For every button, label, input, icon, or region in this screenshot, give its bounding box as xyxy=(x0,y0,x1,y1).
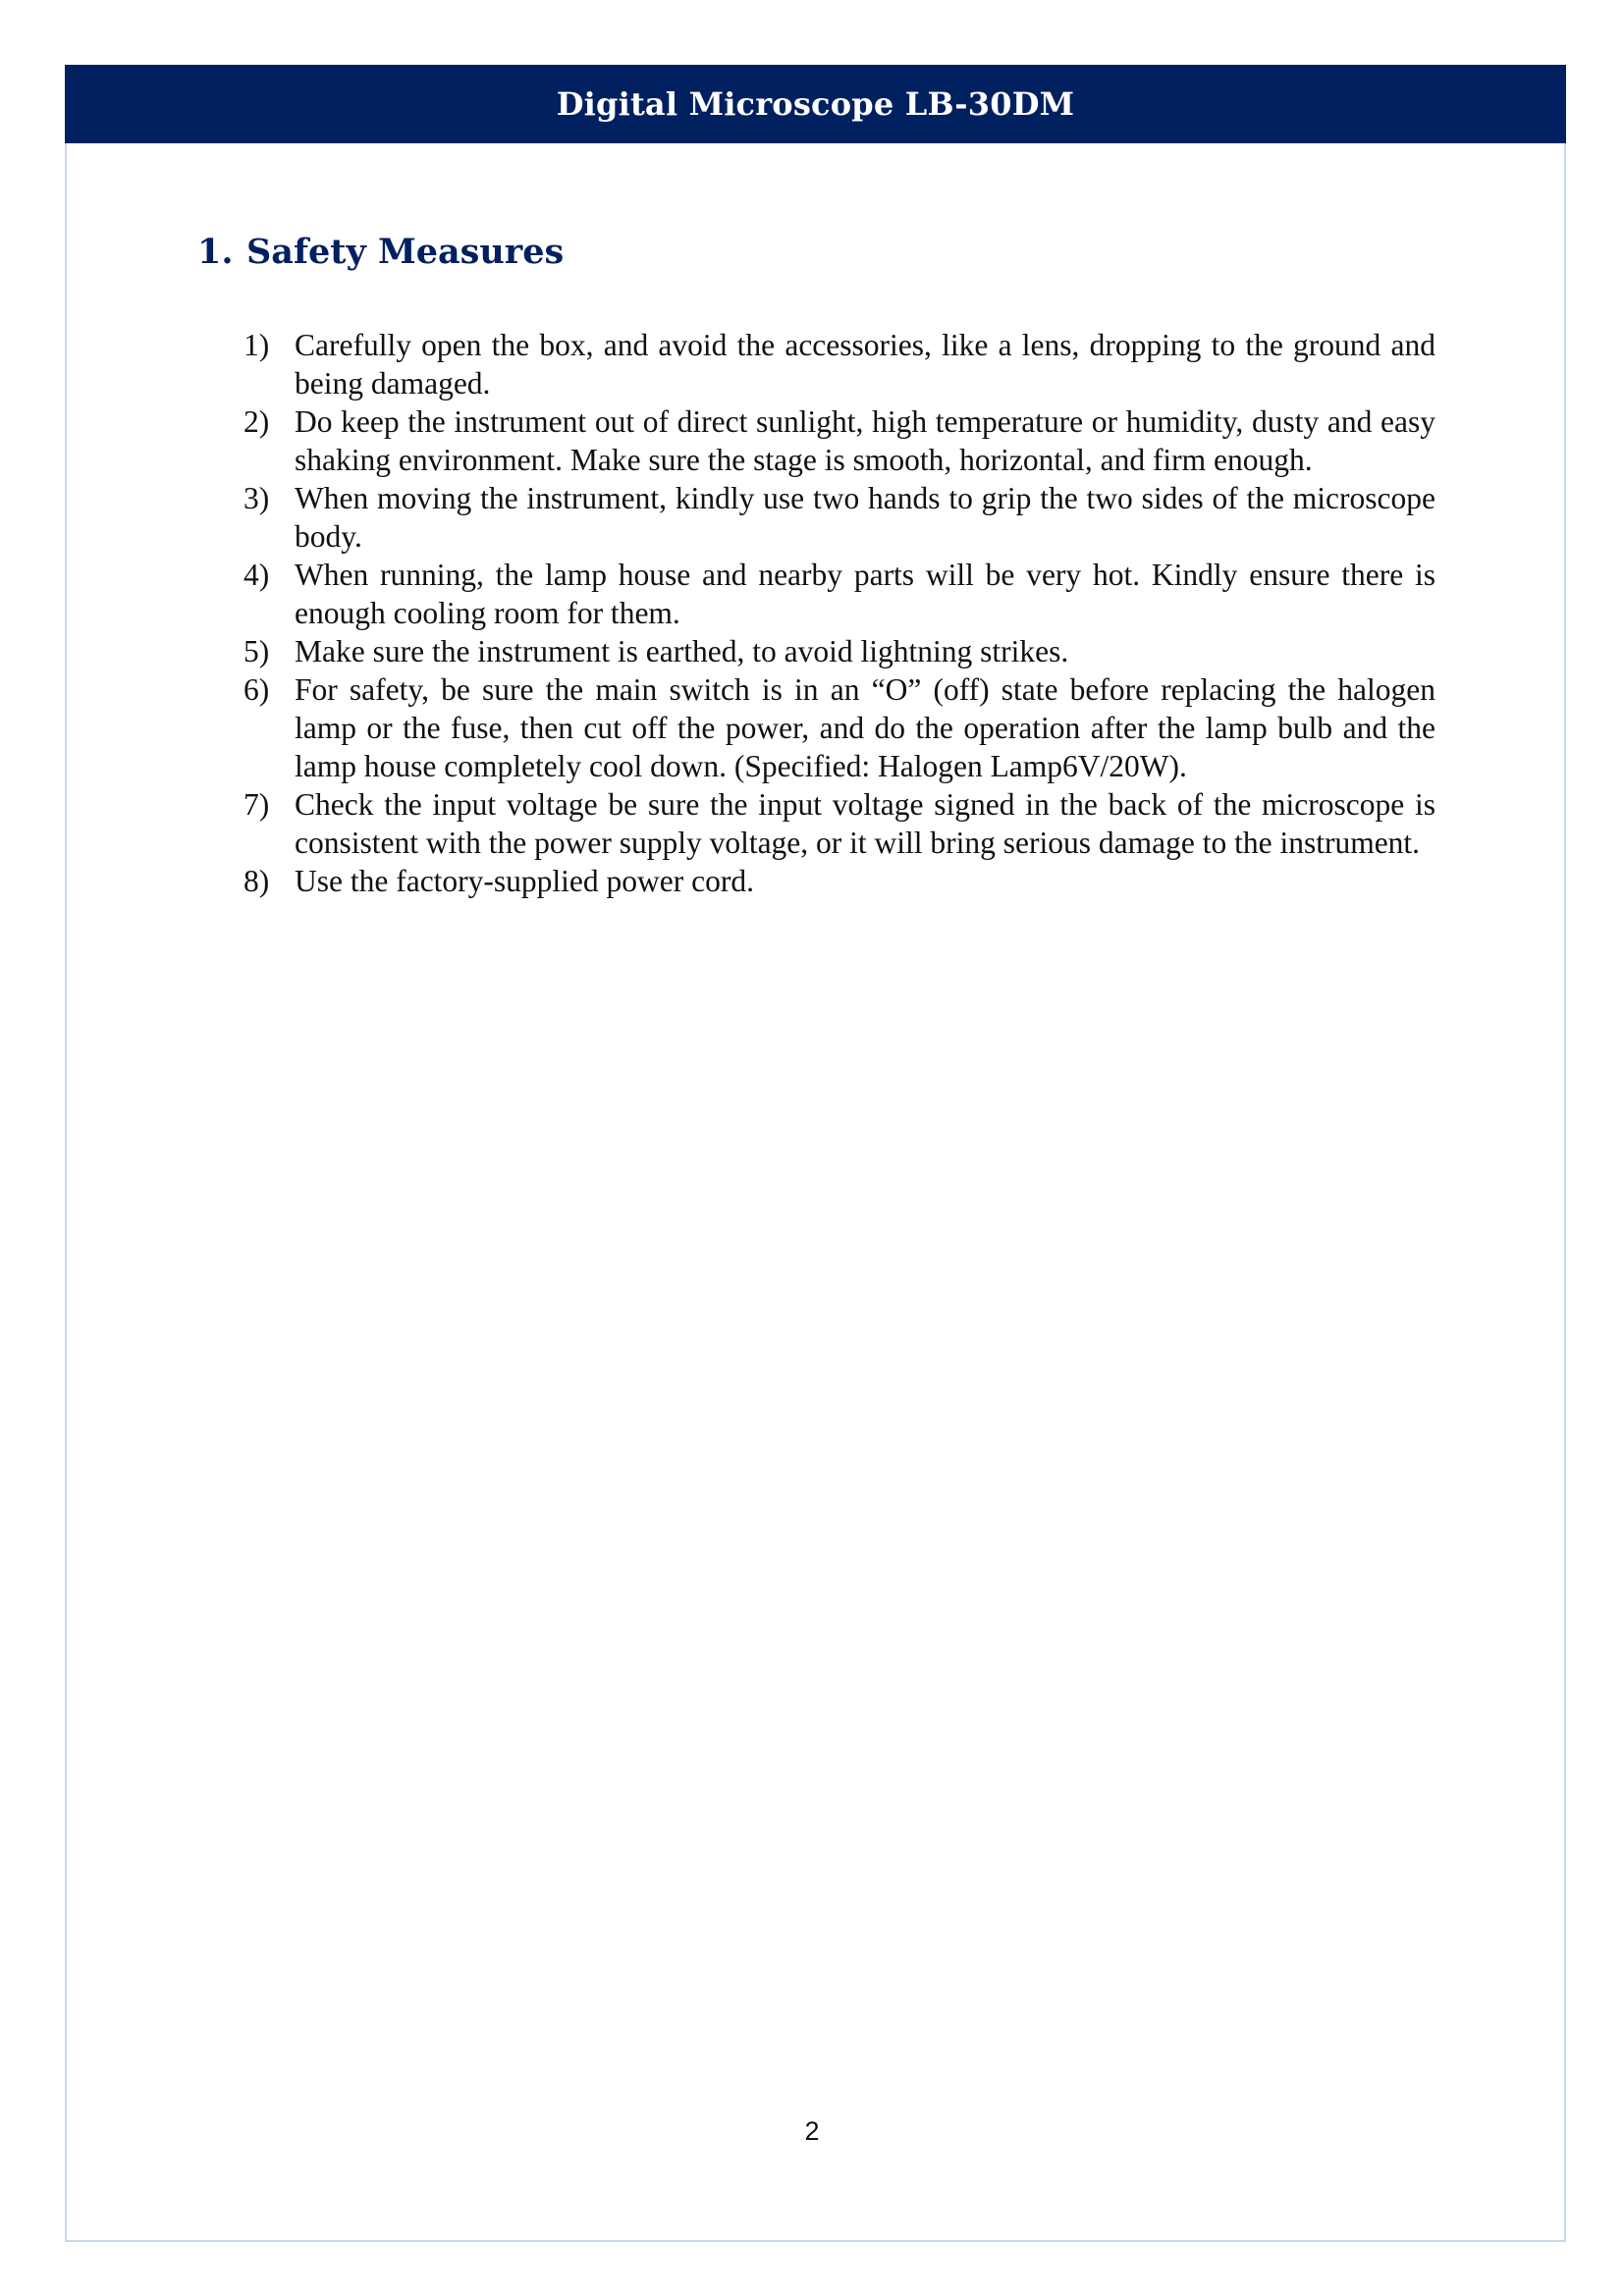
list-item xyxy=(244,670,1435,785)
list-item-marker: 7) xyxy=(244,787,270,822)
section-heading xyxy=(197,232,564,272)
document-title: Digital Microscope LB-30DM xyxy=(556,85,1075,123)
list-item xyxy=(244,785,1435,862)
list-item xyxy=(244,326,1435,402)
safety-measures-list xyxy=(244,326,1435,900)
list-item xyxy=(244,556,1435,632)
list-item-marker: 8) xyxy=(244,864,270,898)
list-item-text: Do keep the instrument out of direct sunlight, high temperature or humidity, dusty and easy shaking environment. Make sure the stage is smooth, horizontal, and firm enough. xyxy=(295,404,1435,477)
list-item-text: Check the input voltage be sure the input voltage signed in the back of the microscope is consistent with the power supply voltage, or it will bring serious damage to the instrument. xyxy=(295,787,1435,860)
list-item-text: When running, the lamp house and nearby parts will be very hot. Kindly ensure there is enough cooling room for them. xyxy=(295,558,1435,630)
section-title: Safety Measures xyxy=(246,232,565,272)
list-item xyxy=(244,402,1435,479)
list-item xyxy=(244,479,1435,556)
list-item-text: Use the factory-supplied power cord. xyxy=(295,864,754,898)
list-item xyxy=(244,632,1435,670)
list-item-marker: 4) xyxy=(244,558,270,592)
list-item-marker: 1) xyxy=(244,328,270,362)
list-item-text: When moving the instrument, kindly use two hands to grip the two sides of the microscope body. xyxy=(295,481,1435,554)
section-number: 1. xyxy=(197,232,234,272)
header-bar xyxy=(65,65,1566,143)
list-item-marker: 2) xyxy=(244,404,270,439)
list-item-text: Make sure the instrument is earthed, to avoid lightning strikes. xyxy=(295,634,1069,668)
page-number: 2 xyxy=(804,2116,820,2146)
list-item-marker: 6) xyxy=(244,672,270,707)
list-item-text: For safety, be sure the main switch is in an “O” (off) state before replacing the halogen lamp or the fuse, then cut off the power, and do the operation after the lamp bulb and the lamp house completely cool down. (Specified: Halogen Lamp6V/20W). xyxy=(295,672,1435,783)
list-item-marker: 5) xyxy=(244,634,270,668)
list-item-marker: 3) xyxy=(244,481,270,515)
list-item xyxy=(244,862,1435,900)
list-item-text: Carefully open the box, and avoid the accessories, like a lens, dropping to the ground and being damaged. xyxy=(295,328,1435,400)
